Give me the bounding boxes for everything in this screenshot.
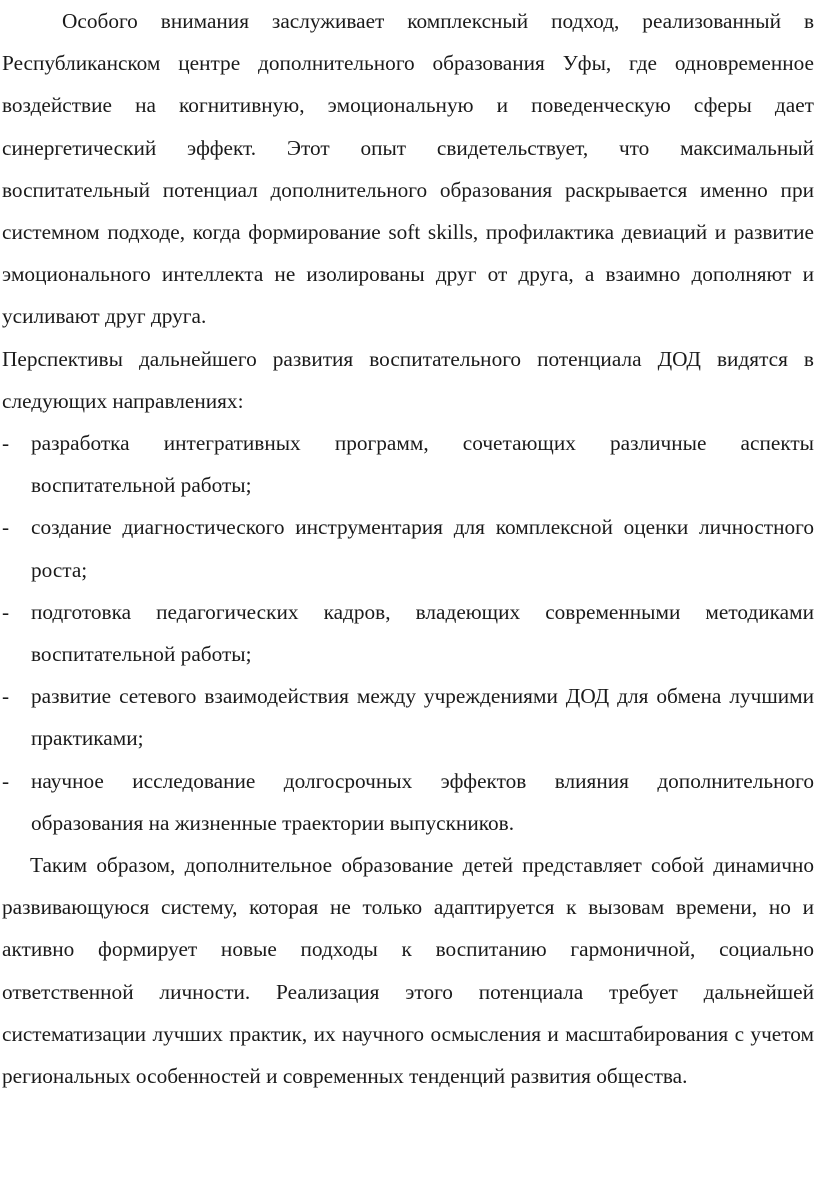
list-marker: - xyxy=(2,768,10,793)
list-item-text: подготовка педагогических кадров, владеющих современными методиками воспитательной работы; xyxy=(31,599,814,667)
list-item xyxy=(2,675,814,759)
perspectives-list xyxy=(2,422,814,844)
list-marker: - xyxy=(2,515,10,540)
list-item-text: создание диагностического инструментария для комплексной оценки личностного роста; xyxy=(31,515,814,582)
list-item-text: развитие сетевого взаимодействия между учреждениями ДОД для обмена лучшими практиками; xyxy=(31,684,814,751)
list-item xyxy=(2,591,814,675)
list-item xyxy=(2,506,814,590)
list-item xyxy=(2,760,814,844)
list-item xyxy=(2,422,814,506)
paragraph-perspectives-intro: Перспективы дальнейшего развития воспитательного потенциала ДОД видятся в следующих направлениях: xyxy=(2,346,814,413)
list-item-text: разработка интегративных программ, сочетающих различные аспекты воспитательной работы; xyxy=(31,431,814,498)
paragraph-conclusion: Таким образом, дополнительное образование детей представляет собой динамично развивающуюся систему, которая не только адаптируется к вызовам времени, но и активно формирует новые подходы к воспитанию гармоничной, социально ответственной личности. Реализация этого потенциала требует дальнейшей систематизации лучших практик, их научного осмысления и масштабирования с учетом региональных особенностей и современных тенденций развития общества. xyxy=(2,853,814,1089)
list-item-text: научное исследование долгосрочных эффектов влияния дополнительного образования на жизненные траектории выпускников. xyxy=(31,768,814,835)
list-marker: - xyxy=(2,599,10,624)
paragraph-comprehensive-approach: Особого внимания заслуживает комплексный подход, реализованный в Республиканском центре дополнительного образования Уфы, где одновременное воздействие на когнитивную, эмоциональную и поведенческую сферы дает синергетический эффект. Этот опыт свидетельствует, что максимальный воспитательный потенциал дополнительного образования раскрывается именно при системном подходе, когда формирование soft skills, профилактика девиаций и развитие эмоционального интеллекта не изолированы друг от друга, а взаимно дополняют и усиливают друг друга. xyxy=(2,9,814,329)
list-marker: - xyxy=(2,431,10,456)
list-marker: - xyxy=(2,684,10,709)
